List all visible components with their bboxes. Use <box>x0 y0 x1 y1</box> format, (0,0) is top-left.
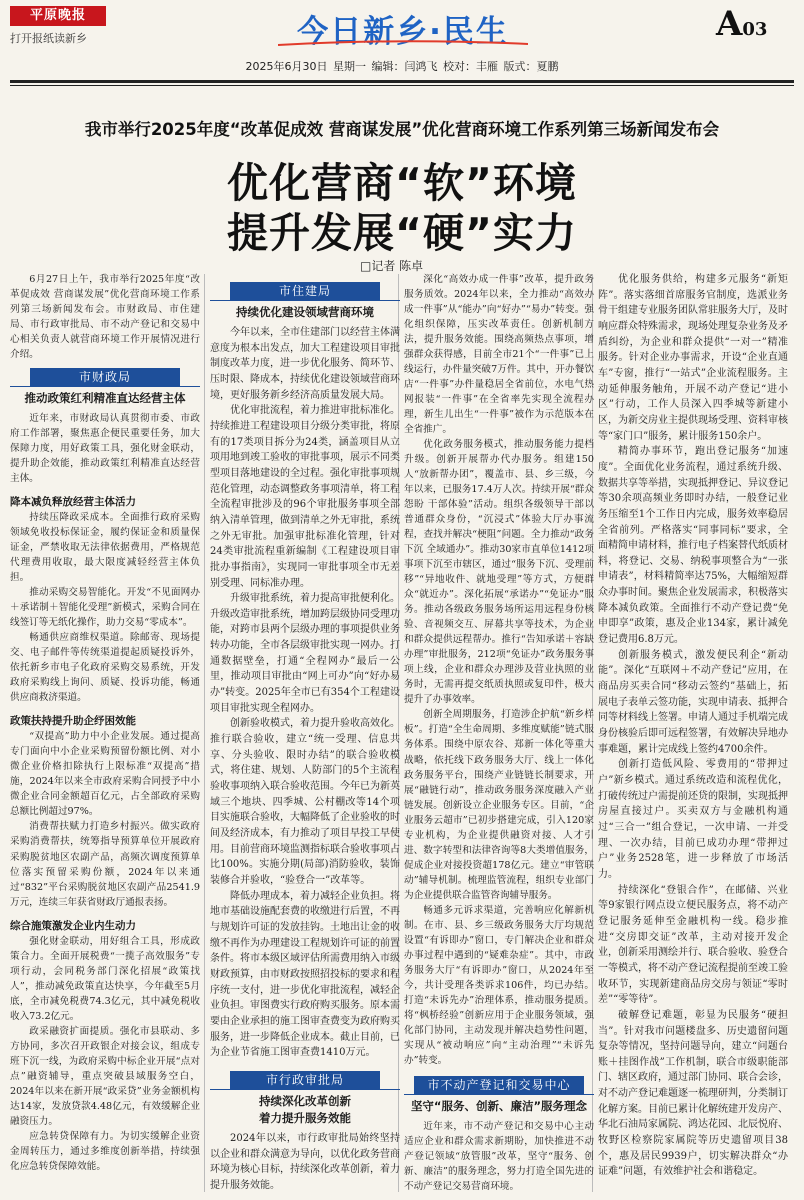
column-1 <box>10 270 200 1174</box>
dept-label-realestate: 市不动产登记和交易中心 <box>414 1076 584 1094</box>
newspaper-slogan: 打开报纸读新乡 <box>10 32 87 45</box>
subheading: 降本减负释放经营主体活力 <box>10 496 136 509</box>
paragraph: 2024年以来，市行政审批局始终坚持以企业和群众满意为导向，以优化政务营商环境为核心目标，持续深化改革创新，着力提升服务效能。 <box>210 1132 400 1191</box>
column-divider <box>204 274 205 1192</box>
column-2 <box>210 270 400 1193</box>
paragraph: 升级审批系统，着力提高审批便利化。升级改造审批系统，增加跨层级协同受理功能，对跨市县两个层级办理的事项提供业务转办功能，全市各层级审批实现一网办。打通数据壁垒，打通“全程网办”最后一公里，推动项目审批由“网上可办”向“好办易办”转变。2025年全市已有354个工程建设项目审批实现全程网办。 <box>210 593 400 714</box>
dept-rule <box>10 386 200 387</box>
page-letter: A <box>716 4 743 44</box>
paragraph: 创新全周期服务，打造涉企护航“新乡样板”。打造“全生命周期、多维度赋能”链式服务体系。围绕中原农谷、郑新一体化等重大战略，依托线下政务服务大厅、线上一体化政务服务平台，围绕产业链链长制要求，开展“融链行动”，推动政务服务深度融入产业链发展。创新设立企业服务专区。目前，“企业服务云超市”已初步搭建完成，引入120家专业机构，为企业提供融资对接、人才引进、数字转型和法律咨询等8大类增值服务，促成企业对接投资超178亿元。建立“审管联动”辅导机制。梳理监管流程，组织专业部门为企业提供联合监管咨询辅导服务。 <box>404 709 594 901</box>
section-title-finance: 推动政策红利精准直达经营主体 <box>24 391 186 406</box>
paragraph: 优化服务供给，构建多元服务“新矩阵”。落实落细首席服务官制度，选派业务骨干组建专业服务团队常驻服务大厅，及时响应群众特殊需求，现场处理复杂业务及矛盾纠纷，为企业和群众提供“一对一”精准服务。针对企业办事需求，开设“企业直通车”专窗，推行“一站式”企业流程服务。主动延伸服务触角，开展不动产登记“进小区”行动，工作人员深入四季城等新建小区，为新交房业主提供现场受理、资料审核等“家门口”服务，累计服务150余户。 <box>598 274 788 442</box>
intro-paragraph: 6月27日上午，我市举行2025年度“改革促成效 营商谋发展”优化营商环境工作系列第三场新闻发布会。市财政局、市住建局、市行政审批局、市不动产登记和交易中心相关负责人就营商环境工作开展情况进行介绍。 <box>10 274 200 361</box>
paragraph: 创新服务模式，激发便民利企“新动能”。深化“互联网＋不动产登记”应用，在商品房买卖合同“移动云签约”基础上，拓展电子表单云签功能，实现申请表、抵押合同等材料线上签署。申请人通过手机端完成身份核验后即可远程签署，有效解决异地办事难题，累计完成线上签约4700余件。 <box>598 649 788 755</box>
section-title-approval-2: 着力提升服务效能 <box>259 1110 351 1125</box>
page-digits: 03 <box>742 19 768 40</box>
subheading: 综合施策激发企业内生动力 <box>10 919 136 932</box>
paragraph: 优化审批流程，着力推进审批标准化。持续推进工程建设项目分级分类审批，将原有的17类项目拆分为24类，涵盖项目从立项用地到竣工验收的审批事项，展示不同类型项目落地建设的全过程。强化审批事项规范化管理，动态调整政务事项清单，将工程全流程审批涉及的96个审批服务事项全部纳入清单管理，做到清单之外无审批，系统之外无审批。加强审批标准化管理，针对24类审批流程重新编制《工程建设项目审批办事指南》，实现同一审批事项全市无差别受理、同标准办理。 <box>210 405 400 589</box>
masthead-rule-thick <box>10 80 794 83</box>
section-title-housing: 持续优化建设领域营商环境 <box>236 305 374 319</box>
paragraph: 创新打造低风险、零费用的“带押过户”新乡模式。通过系统改造和流程优化，打破传统过户需提前还贷的限制，实现抵押房屋直接过户。买卖双方与金融机构通过“三合一”组合登记，一次申请、一并受理、一次办结，目前已成功办理“带押过户”业务2528笔，进一步释放了市场活力。 <box>598 759 788 880</box>
section-banner <box>248 4 558 48</box>
paragraph: 优化政务服务模式，推动服务能力提档升级。创新开展帮办代办服务。组建150人“放新帮办团”，覆盖市、县、乡三级，今年以来，已服务17.4万人次。持续开展“群众怨盼 干部体验”活动。组织各级领导干部以普通群众身份，“沉浸式”体验大厅办事流程，查找并解决“梗阻”问题。全力推动“政务下沉 全域通办”。推动30家市直单位1412项事项下沉至市辖区，通过“服务下沉、受理前移”“异地收件、就地受理”等方式，方便群众“就近办”。深化拓展“承诺办”“免证办”服务。推动各级政务服务场所运用远程身份核验、音视频交互、屏幕共享等技术，为企业和群众提供远程帮办。推行“告知承诺＋容缺办理”审批服务，212项“免证办”政务服务事项上线，企业和群众办理涉及营业执照的业务时，无需再提交纸质执照或复印件，极大提升了办事效率。 <box>404 439 594 706</box>
column-4 <box>598 270 788 1180</box>
paragraph: 畅通供应商维权渠道。除邮寄、现场提交、电子邮件等传统渠道提起质疑投诉外，依托新乡市电子化政府采购交易系统，开发政府采购线上询问、质疑、投诉功能，畅通供应商救济渠道。 <box>10 632 200 704</box>
paragraph: 精简办事环节，跑出登记服务“加速度”。全面优化业务流程，通过系统升级、数据共享等举措，实现抵押登记、异议登记等30余项高频业务即时办结，一般登记业务压缩至1个工作日内完成，服务效率稳居全省前列。严格落实“同事同标”要求，全面精简申请材料，推行电子档案替代纸质材料，将登记、交易、纳税事项整合为“一张申请表”，材料精简率达75%，大幅缩短群众办事时间。聚焦企业发展需求，积极落实降本减负政策。全面推行不动产登记费“免申即享”政策，惠及企业134家，累计减免登记费用6.8万元。 <box>598 446 788 646</box>
newspaper-logo: 平原晚报 <box>10 6 106 26</box>
paragraph: 近年来，市不动产登记和交易中心主动适应企业和群众需求新期盼，加快推进不动产登记领域“放管服”改革，坚守“服务、创新、廉洁”的服务理念，努力打造全国先进的不动产登记交易营商环境。 <box>404 1120 594 1192</box>
dept-label-approval: 市行政审批局 <box>230 1071 380 1089</box>
byline: □记者 陈卓 <box>360 259 424 273</box>
section-title-realestate: 坚守“服务、创新、廉洁”服务理念 <box>410 1098 588 1113</box>
paragraph: 创新验收模式，着力提升验收高效化。推行联合验收，建立“统一受理、信息共享、分头验收、限时办结”的联合验收模式，将住建、规划、人防部门的5个主流程验收事项纳入联合验收范围。今年已为新英域三个地块、四季城、公村棚改等14个项目实施联合验收，大幅降低了企业验收的时间及经济成本，有力推动了项目早投工早使用。目前营商环境监测指标联合验收事项占比100%。实施分期(局部)消防验收，装饰装修合并验收，“验登合一”改革等。 <box>210 718 400 886</box>
dept-rule <box>404 1094 594 1095</box>
column-3 <box>404 270 594 1194</box>
section-title: 今日新乡·民生 <box>297 14 509 50</box>
page-number <box>716 4 767 44</box>
paragraph: 深化“高效办成一件事”改革，提升政务服务质效。2024年以来，全力推动“高效办成一件事”从“能办”向“好办”“易办”转变。强化组织保障，压实改革责任。创新机制方法，提升服务效能。围绕高频热点事项，增强群众获得感，目前全市21个“一件事”已上线运行，办件量突破7万件。其中，开办餐饮店“一件事”办件量稳居全省前位，水电气热网报装“一件事”在全省率先实现全流程办理，新生儿出生“一件事”被作为示范版本在全省推广。 <box>404 274 594 436</box>
paragraph: 破解登记难题，彰显为民服务“硬担当”。针对我市问题楼盘多、历史遗留问题复杂等情况，坚持问题导向，建立“问题台账＋挂图作战”工作机制，联合市级职能部门、辖区政府，通过部门协同、联合会诊，对不动产登记难题逐一梳理研判，分类制订化解方案。目前已累计化解统建开发房产、华北石油局家属院、鸿达花园、北辰悦府、牧野区检察院家属院等历史遗留项目38个，惠及居民9939户，切实解决群众“办证难”问题，有效维护社会和谐稳定。 <box>598 1009 788 1178</box>
paragraph: 降低办理成本，着力减轻企业负担。将地市基础设施配套费的收缴进行后置，不再与规划许可证的发放挂钩。土地出让金的收缴不再作为办理建设工程规划许可证的前置条件。将市本级区域评估所需费用纳入市级财政预算，由市财政按照招投标的要求和程序统一支付，进一步优化审批流程，减轻企业负担。审图费实行政府购买服务。原本需要由企业承担的施工图审查费变为政府购买服务，进一步降低企业成本。截止目前，已为企业节省施工图审查费1410万元。 <box>210 890 400 1059</box>
dept-label-finance: 市财政局 <box>30 368 180 386</box>
masthead-rule-thin <box>10 85 794 86</box>
paragraph: 政采融资扩面提质。强化市县联动、多方协同，多次召开政银企对接会议，组成专班下沉一线，为政府采购中标企业开展“点对点”融资辅导，重点突破县域服务空白，2024年以来在新开展“政采贷”业务金额机构达14家，发放贷款4.48亿元，有效缓解企业融资压力。 <box>10 1025 200 1127</box>
headline-line-1: 优化营商“软”环境 <box>227 159 577 207</box>
paragraph: 消费帮扶赋力打造乡村振兴。做实政府采购消费帮扶，统筹指导预算单位开展政府采购脱贫地区农副产品，高频次调度预算单位落实预留采购份额，2024年以来通过“832”平台采购脱贫地区农副产品2541.9万元，连续三年获省财政厅通报表扬。 <box>10 821 200 908</box>
paragraph: 推动采购交易智能化。开发“不见面网办＋承诺制＋智能化受理”新模式，采购合同在线签订等无纸化操作，助力交易“零成本”。 <box>10 587 200 629</box>
dept-label-housing: 市住建局 <box>230 282 380 300</box>
dept-rule <box>210 300 400 301</box>
dept-rule <box>210 1089 400 1090</box>
dateline: 2025年6月30日 星期一 编辑：闫鸿飞 校对：丰雁 版式：夏鹏 <box>245 60 559 73</box>
paragraph: 今年以来，全市住建部门以经营主体满意度为根本出发点，加大工程建设项目审批制度改革力度，进一步优化服务、简环节、压时限、降成本，持续优化建设领域营商环境，更好服务新乡经济高质量发展大局。 <box>210 327 400 401</box>
article-kicker: 我市举行2025年度“改革促成效 营商谋发展”优化营商环境工作系列第三场新闻发布会 <box>84 120 720 139</box>
paragraph: 持续压降政采成本。全面推行政府采购领域免收投标保证金，履约保证金和质量保证金，严禁收取无法律依据费用，严格规范代理费用收取，最大限度减轻经营主体负担。 <box>10 512 200 584</box>
banner-swash-decoration <box>278 40 528 46</box>
paragraph: 应急转贷保障有力。为切实缓解企业资金周转压力，通过多维度创新举措，持续强化应急转贷保障效能。 <box>10 1130 200 1172</box>
paragraph: “双提高”助力中小企业发展。通过提高专门面向中小企业采购预留份额比例、对小微企业价格扣除执行上限标准“双提高”措施，2024年以来全市政府采购合同授予中小微企业合同金额超百亿元，占全部政府采购总额比例超过97%。 <box>10 731 200 818</box>
paragraph: 持续深化“登银合作”，在邮储、兴业等9家银行网点设立便民服务点，将不动产登记服务延伸至金融机构一线。稳步推进“交房即交证”改革，主动对接开发企业，创新采用测绘并行、联合验收、验登合一等模式，将不动产登记流程提前至竣工验收环节，实现新建商品房交房与领证“零时差”“零等待”。 <box>598 884 788 1006</box>
masthead <box>0 0 804 92</box>
section-title-approval-1: 持续深化改革创新 <box>259 1093 351 1108</box>
paragraph: 近年来，市财政局认真贯彻市委、市政府工作部署，聚焦惠企便民重要任务，加大保障力度，用好政策工具，强化财金联动，提升助企效能，推动政策红利精准直达经营主体。 <box>10 413 200 485</box>
headline-line-2: 提升发展“硬”实力 <box>227 209 577 257</box>
paragraph: 强化财金联动，用好组合工具，形成政策合力。全面开展税费“一揽子高效服务”专项行动，会同税务部门深化招展“政策找人”，推动减免政策直达快享，今年截至5月底，全市减免税费74.3亿元，其中减免税收收入73.2亿元。 <box>10 935 200 1022</box>
subheading: 政策扶持提升助企纾困效能 <box>10 715 136 728</box>
paragraph: 畅通多元诉求渠道，完善响应化解新机制。在市、县、乡三级政务服务大厅均规范设置“有诉即办”窗口，专门解决企业和群众办事过程中遇到的“疑难杂症”。其中，市政务服务大厅“有诉即办”窗口，从2024年至今，共计受理各类诉求106件，均已办结。打造“未诉先办”治理体系，推动服务提质。将“枫桥经验”创新应用于企业服务领域，强化部门协同，主动发现并解决趋势性问题，实现从“被动响应”向“主动治理”“未诉先办”转变。 <box>404 904 594 1066</box>
